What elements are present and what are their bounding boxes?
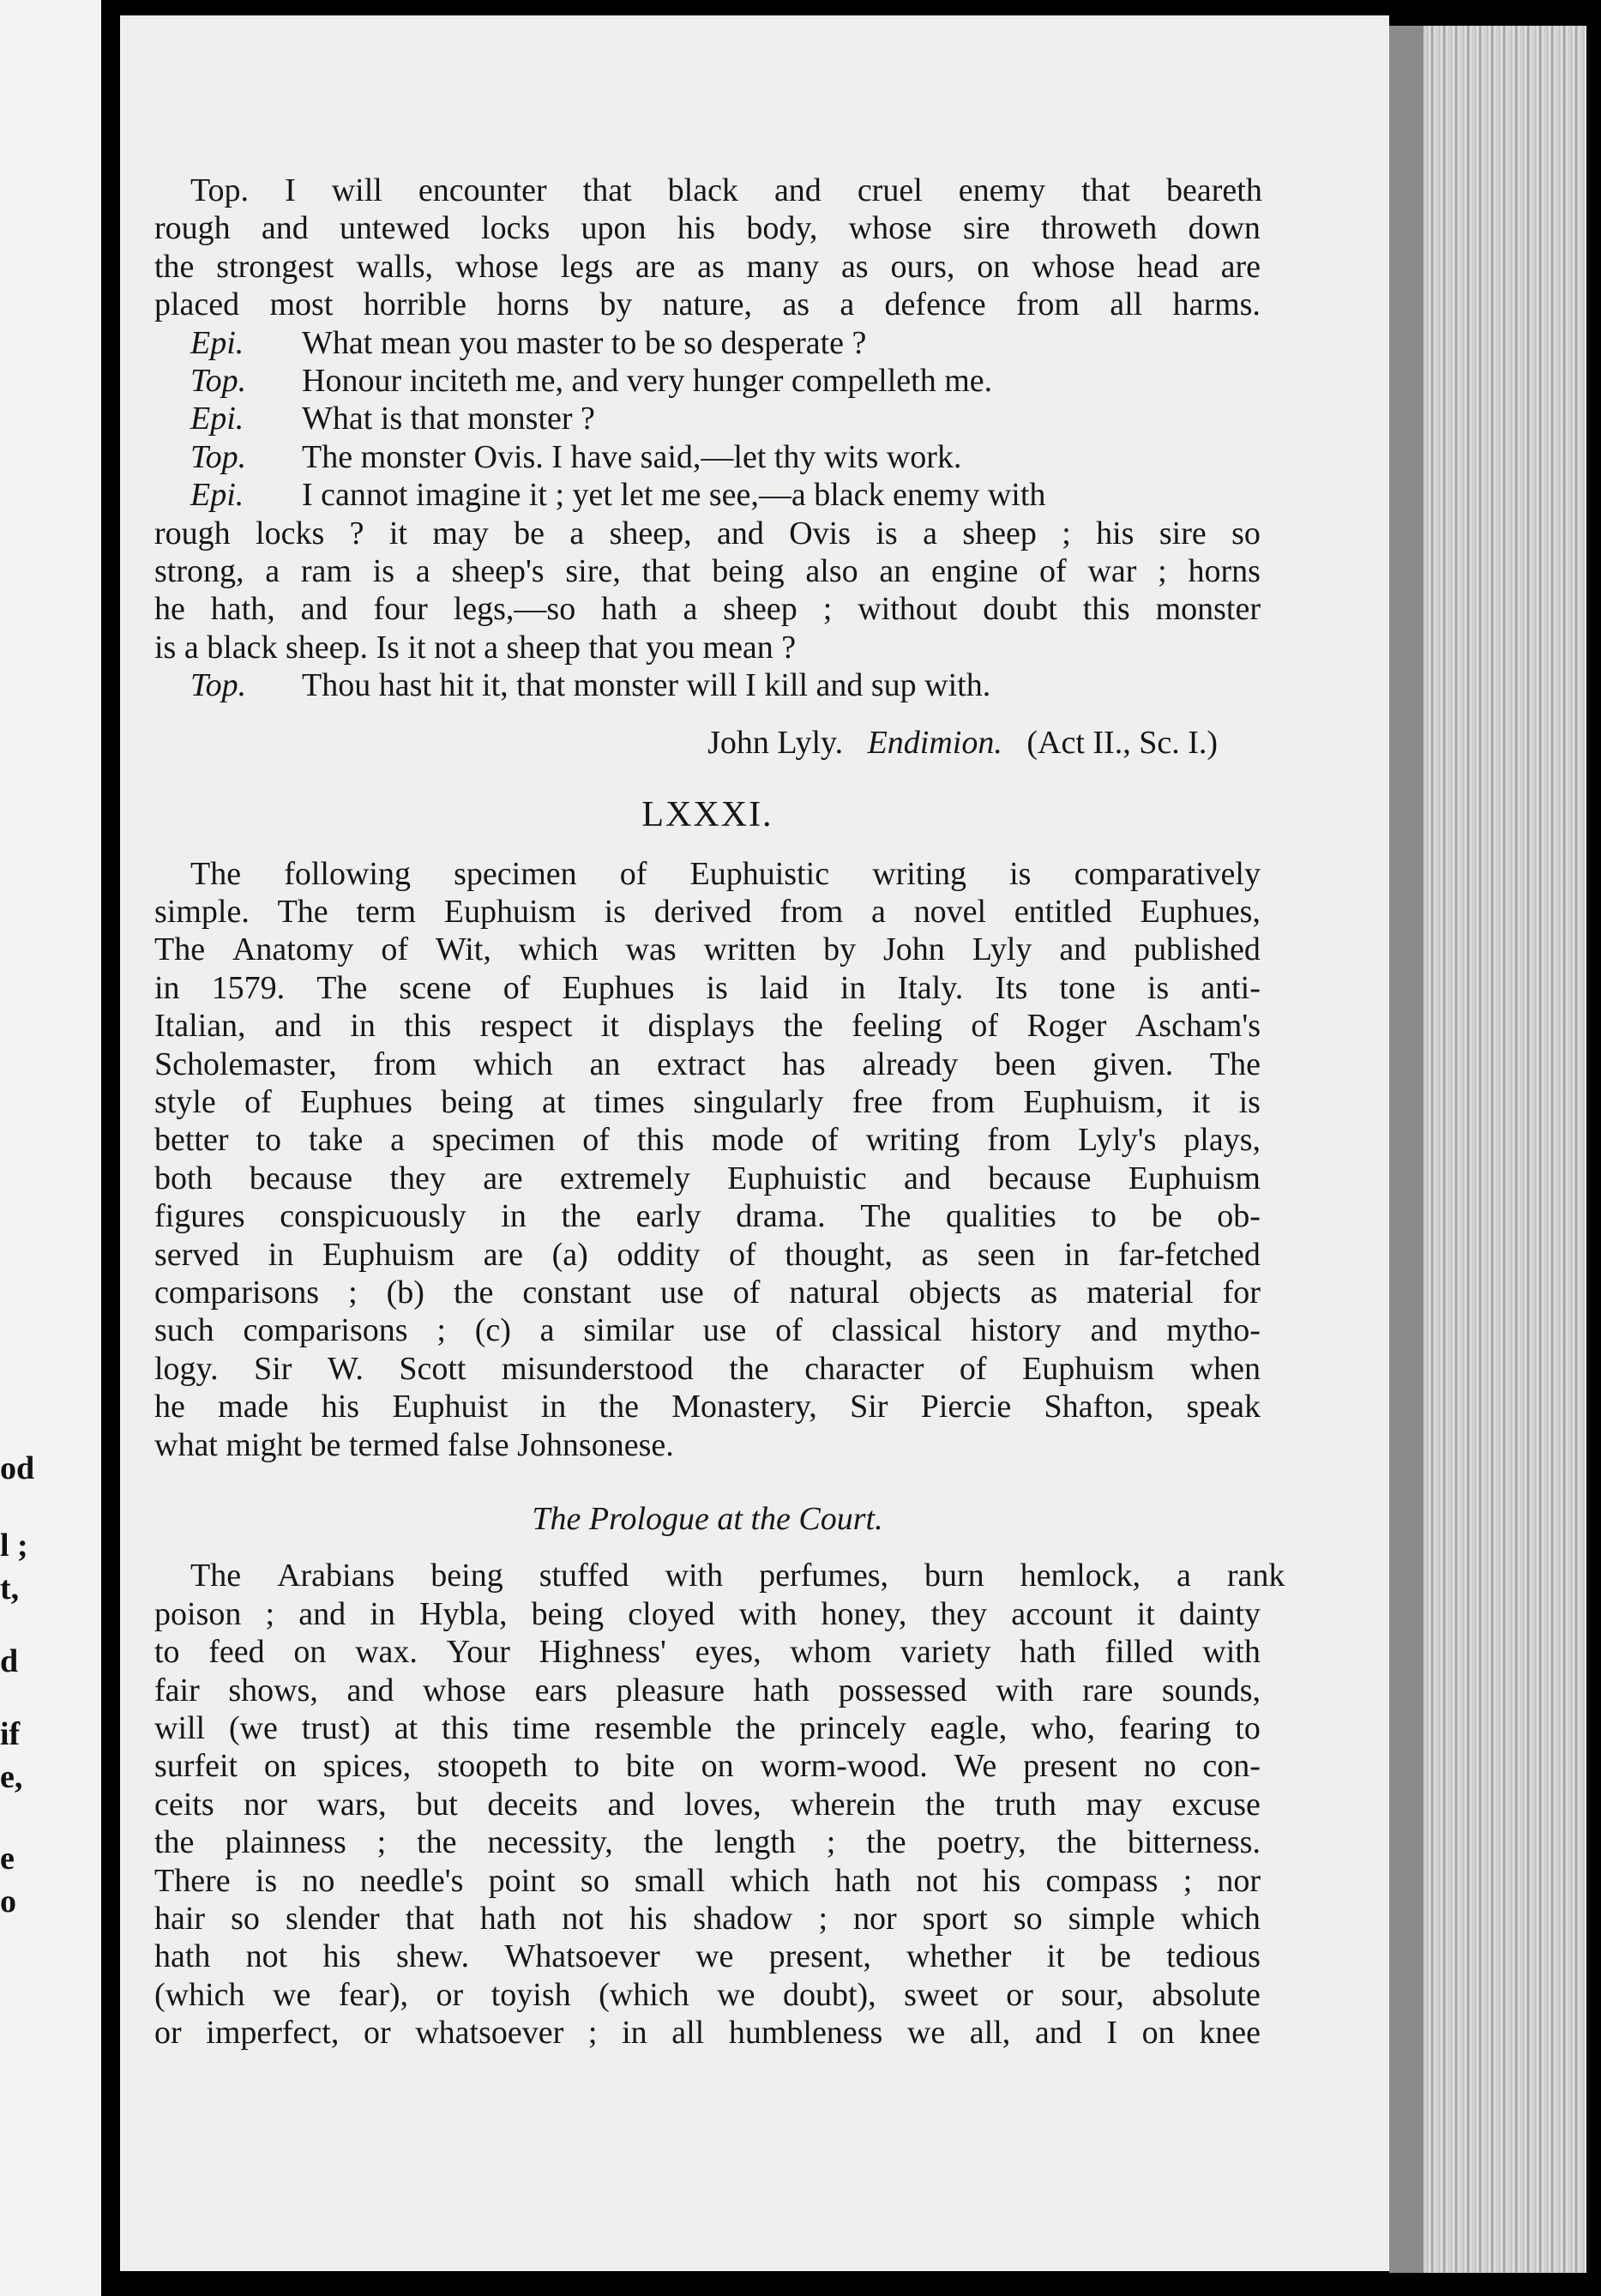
text-line: Scholemaster, from which an extract has already been given. The [154,1046,1261,1082]
text-line: to feed on wax. Your Highness' eyes, whom variety hath filled with [154,1634,1261,1671]
text-line: comparisons ; (b) the constant use of natural objects as material for [154,1274,1261,1311]
attribution [154,724,1261,762]
dialogue-line [154,438,1261,476]
text-line: he hath, and four legs,—so hath a sheep ; without doubt this monster [154,591,1261,628]
attribution-author: John Lyly. [707,724,844,761]
text-line: is a black sheep. Is it not a sheep that you mean ? [154,629,797,666]
dialogue-line [154,362,1261,400]
text-line: hair so slender that hath not his shadow ; nor sport so simple which [154,1901,1261,1937]
margin-fragment: t, [0,1570,20,1606]
page-text [154,172,1285,2052]
text-line: The following specimen of Euphuistic writing is comparatively [190,855,1261,892]
margin-fragment: d [0,1643,19,1679]
dialogue-exchange [154,324,1261,705]
text-line: served in Euphuism are (a) oddity of thought, as seen in far-fetched [154,1236,1261,1273]
text-line: in 1579. The scene of Euphues is laid in Italy. Its tone is anti- [154,969,1261,1006]
speaker-name: Epi. [190,324,244,361]
page-edge-shadow [1389,26,1423,2273]
speaker-name: Top. [190,363,247,400]
text-line: surfeit on spices, stoopeth to bite on worm-wood. We present no con- [154,1748,1261,1785]
speech-text: What is that monster ? [302,401,595,437]
text-line: poison ; and in Hybla, being cloyed with honey, they account it dainty [154,1595,1261,1632]
margin-fragment: if [0,1716,21,1752]
text-line: figures conspicuously in the early drama. The qualities to be ob- [154,1198,1261,1235]
prologue-title: The Prologue at the Court. [532,1501,883,1537]
text-line: rough and untewed locks upon his body, whose sire throweth down [154,210,1261,247]
text-line: There is no needle's point so small which hath not his compass ; nor [154,1862,1261,1899]
text-line: fair shows, and whose ears pleasure hath possessed with rare sounds, [154,1672,1261,1708]
text-line: strong, a ram is a sheep's sire, that being also an engine of war ; horns [154,553,1261,590]
dialogue-line [154,666,1261,704]
prologue-paragraph [154,1557,1285,2052]
text-line: style of Euphues being at times singularly free from Euphuism, it is [154,1083,1261,1120]
text-line: he made his Euphuist in the Monastery, Sir Piercie Shafton, speak [154,1389,1261,1425]
margin-fragment: od [0,1450,35,1486]
text-line: both because they are extremely Euphuistic and because Euphuism [154,1160,1261,1196]
margin-fragment: l ; [0,1528,28,1564]
speech-text: What mean you master to be so desperate ? [302,324,867,361]
text-line: Italian, and in this respect it displays the feeling of Roger Ascham's [154,1008,1261,1045]
speech-text: Honour inciteth me, and very hunger compelleth me. [302,363,993,400]
text-line: hath not his shew. Whatsoever we present, whether it be tedious [154,1938,1261,1975]
margin-fragment: e [0,1841,15,1877]
speaker-name: Top. [190,667,247,704]
text-line: ceits nor wars, but deceits and loves, wherein the truth may excuse [154,1786,1261,1823]
text-line: rough locks ? it may be a sheep, and Ovis is a sheep ; his sire so [154,515,1261,551]
text-line: will (we trust) at this time resemble the princely eagle, who, fearing to [154,1710,1261,1747]
margin-fragment: o [0,1883,16,1919]
intro-paragraph [154,855,1261,1465]
dialogue-line [154,400,1261,437]
text-line: placed most horrible horns by nature, as a defence from all harms. [154,286,1261,323]
text-line: simple. The term Euphuism is derived from a novel entitled Euphues, [154,893,1261,930]
text-line: The Anatomy of Wit, which was written by John Lyly and published [154,931,1261,968]
speaker-name: Epi. [190,477,244,514]
text-line: the plainness ; the necessity, the length ; the poetry, the bitterness. [154,1824,1261,1861]
text-line: (which we fear), or toyish (which we doubt), sweet or sour, absolute [154,1976,1261,2013]
speech-text: I cannot imagine it ; yet let me see,—a black enemy with [302,477,1046,514]
text-line: the strongest walls, whose legs are as many as ours, on whose head are [154,248,1261,285]
opening-speech [154,172,1261,324]
text-line: better to take a specimen of this mode of writing from Lyly's plays, [154,1122,1261,1159]
speaker-name: Top. [190,438,247,475]
dialogue-line [154,324,1261,362]
dialogue-line [154,476,1261,514]
text-line: such comparisons ; (c) a similar use of classical history and mytho- [154,1312,1261,1349]
margin-fragment: e, [0,1759,23,1795]
section-heading: LXXXI. [641,795,773,835]
adjacent-page-margin [0,0,101,2296]
attribution-reference: (Act II., Sc. I.) [1026,724,1218,761]
speech-text: The monster Ovis. I have said,—let thy wits work. [302,438,962,475]
speech-text: Thou hast hit it, that monster will I kill and sup with. [302,667,991,704]
attribution-work: Endimion. [867,724,1002,761]
speaker-name: Epi. [190,401,244,437]
text-line: The Arabians being stuffed with perfumes, burn hemlock, a rank [190,1558,1285,1594]
text-line: logy. Sir W. Scott misunderstood the character of Euphuism when [154,1350,1261,1387]
text-line: Top. I will encounter that black and cruel enemy that beareth [190,172,1262,208]
text-line: or imperfect, or whatsoever ; in all humbleness we all, and I on knee [154,2015,1261,2052]
text-line: what might be termed false Johnsonese. [154,1426,674,1463]
